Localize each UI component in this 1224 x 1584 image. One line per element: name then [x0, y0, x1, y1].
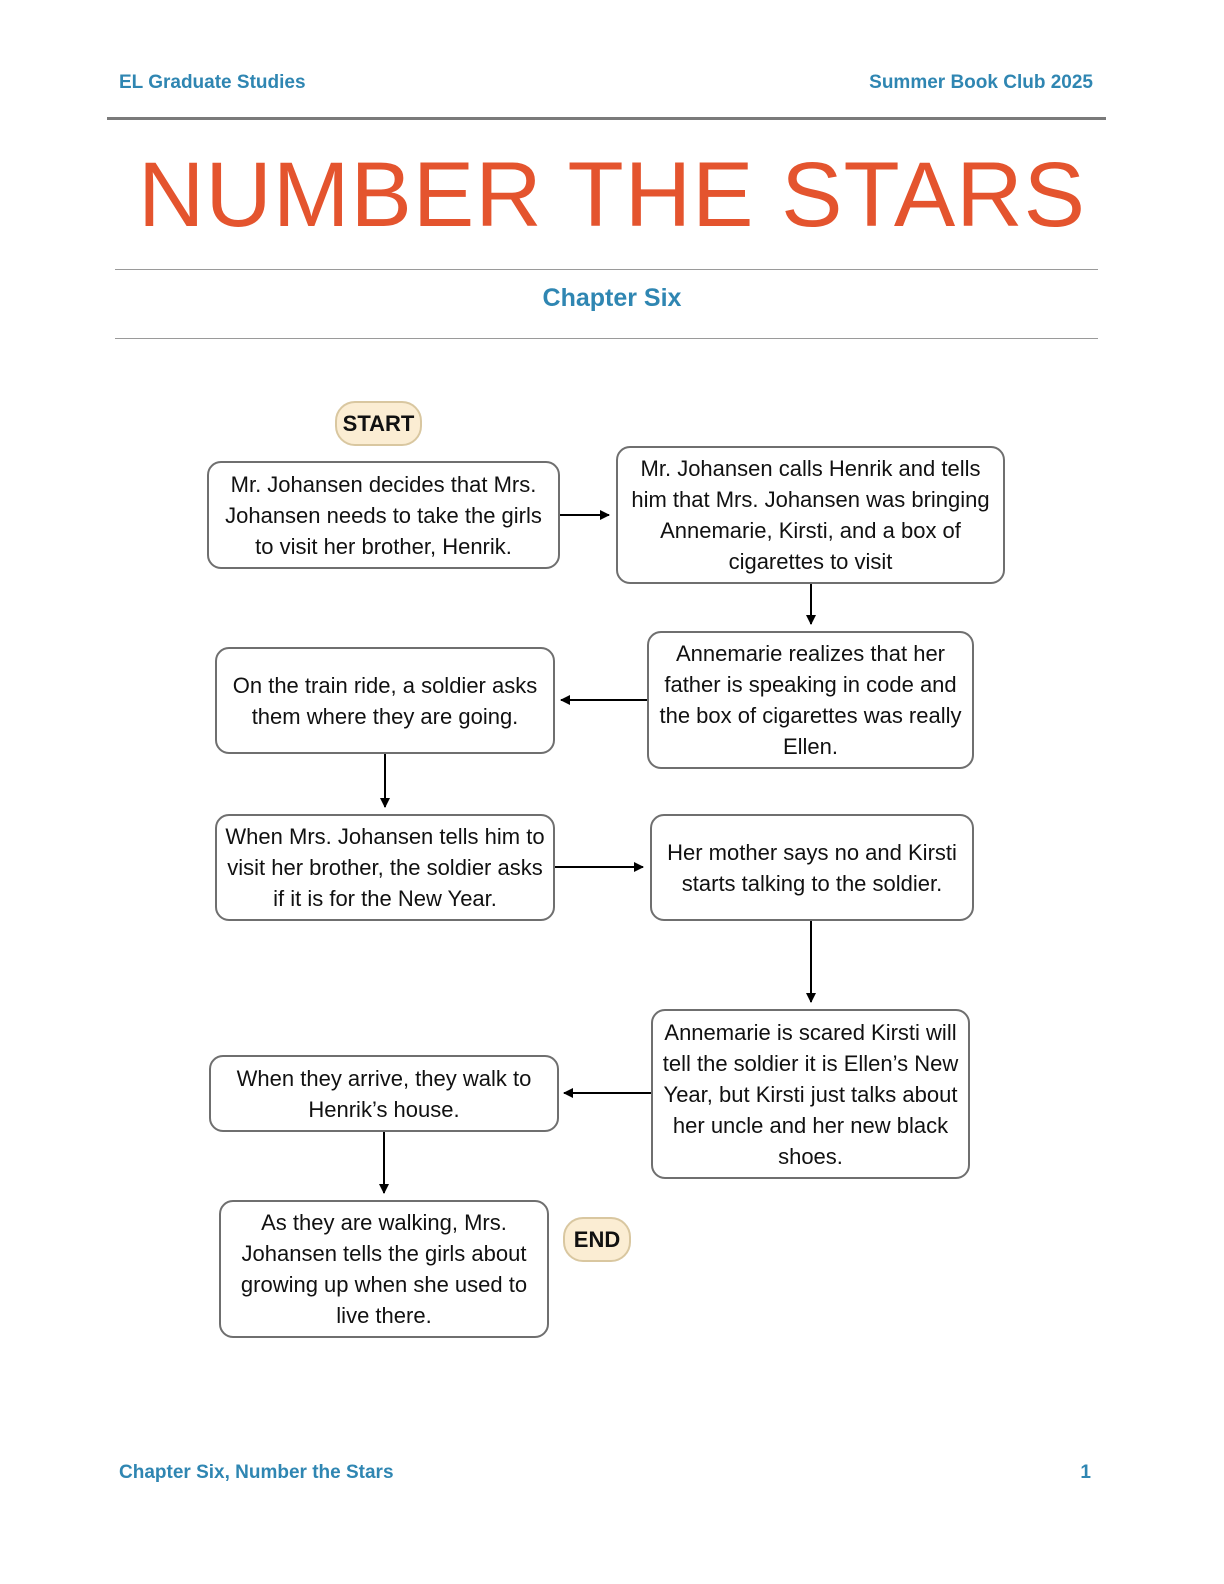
page-number: 1: [1080, 1462, 1091, 1483]
flow-step-7: Annemarie is scared Kirsti will tell the soldier it is Ellen’s New Year, but Kirsti just talks about her uncle and her new black shoes.: [651, 1009, 970, 1179]
footer-left-text: Chapter Six, Number the Stars: [119, 1462, 394, 1483]
flow-step-4: On the train ride, a soldier asks them where they are going.: [215, 647, 555, 754]
flow-step-6: Her mother says no and Kirsti starts talking to the soldier.: [650, 814, 974, 921]
header-left-text: EL Graduate Studies: [119, 72, 306, 93]
flow-step-2: Mr. Johansen calls Henrik and tells him that Mrs. Johansen was bringing Annemarie, Kirsti, and a box of cigarettes to visit: [616, 446, 1005, 584]
flow-step-5: When Mrs. Johansen tells him to visit her brother, the soldier asks if it is for the New Year.: [215, 814, 555, 921]
chapter-heading: Chapter Six: [542, 284, 682, 312]
end-label: END: [563, 1217, 631, 1262]
start-label: START: [335, 401, 422, 446]
header-right-text: Summer Book Club 2025: [869, 72, 1093, 93]
flow-step-8: When they arrive, they walk to Henrik’s house.: [209, 1055, 559, 1132]
page-title: NUMBER THE STARS: [137, 144, 1087, 246]
flow-step-3: Annemarie realizes that her father is speaking in code and the box of cigarettes was really Ellen.: [647, 631, 974, 769]
flow-step-1: Mr. Johansen decides that Mrs. Johansen needs to take the girls to visit her brother, Henrik.: [207, 461, 560, 569]
flow-step-9: As they are walking, Mrs. Johansen tells the girls about growing up when she used to live there.: [219, 1200, 549, 1338]
